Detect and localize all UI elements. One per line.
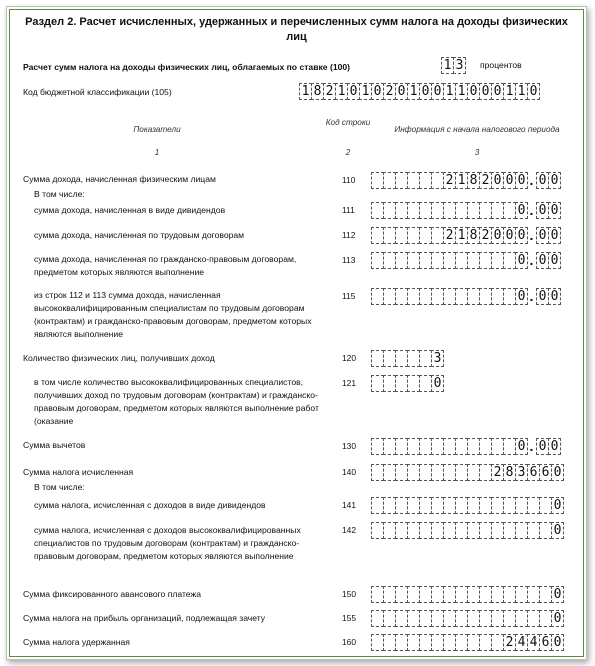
row-value-field [371,464,563,481]
value-digit-cell[interactable]: 0 [515,227,528,244]
value-digit-cell[interactable]: 0 [503,172,516,189]
value-digit-cell[interactable]: 2 [443,172,456,189]
row-label: сумма дохода, начисленная по гражданско-правовым договорам, предметом которых являются выполнение [34,254,297,277]
kbk-digit-cell[interactable]: 1 [455,83,468,100]
rate-digit-cell[interactable]: 1 [441,57,454,74]
row-label: Сумма налога удержанная [23,637,130,647]
value-digit-group [371,586,563,603]
row-code: 155 [342,613,356,623]
decimal-point: . [529,252,534,268]
row-value-field [371,438,560,455]
value-digit-cell[interactable]: 2 [479,227,492,244]
kbk-digit-cell[interactable]: 1 [503,83,516,100]
row-code: 113 [342,255,356,265]
kopeck-digit-group [536,288,560,305]
kopeck-digit-cell[interactable]: 0 [548,252,561,269]
kbk-boxes [299,83,539,100]
kopeck-digit-cell[interactable]: 0 [536,288,549,305]
value-digit-group [371,202,527,219]
row-label: В том числе: [34,482,85,492]
kbk-digit-cell[interactable]: 1 [335,83,348,100]
kbk-label: Код бюджетной классификации (105) [23,87,172,97]
kopeck-digit-cell[interactable]: 0 [536,172,549,189]
kopeck-digit-group [536,252,560,269]
col-num-1: 1 [154,148,160,157]
value-digit-cell[interactable]: 6 [527,464,540,481]
row-label: Количество физических лиц, получивших доход [23,353,215,363]
row-value-field [371,202,560,219]
row-label: Сумма дохода, начисленная физическим лицам [23,174,216,184]
kopeck-digit-cell[interactable]: 0 [548,288,561,305]
value-digit-cell[interactable]: 3 [431,350,444,367]
rate-label: Расчет сумм налога на доходы физических лиц, облагаемых по ставке (100) [23,62,351,72]
value-digit-group [371,288,527,305]
row-value-field [371,252,560,269]
value-digit-cell[interactable]: 0 [515,252,528,269]
value-digit-cell[interactable]: 0 [551,610,564,627]
value-digit-cell[interactable]: 0 [515,202,528,219]
row-label: сумма налога, исчисленная с доходов высококвалифицированных специалистов по трудовым договорам (контрактам) и гражданско-правовым договорам, предметом которых являются выполнение [34,525,301,561]
value-digit-cell[interactable]: 4 [515,634,528,651]
kopeck-digit-group [536,202,560,219]
rate-boxes [441,57,465,74]
row-label: из строк 112 и 113 сумма дохода, начисленная высококвалифицированным специалистам по трудовым договорам (контрактам) и гражданско-правовым договорам, предметом которых являются выполнение [34,290,312,339]
value-digit-group [371,438,527,455]
row-code: 130 [342,441,356,451]
rate-digit-cell[interactable]: 3 [453,57,466,74]
kbk-digit-cell[interactable]: 2 [323,83,336,100]
row-label: Сумма налога исчисленная [23,467,134,477]
row-value-field [371,350,443,367]
value-digit-cell[interactable]: 8 [467,227,480,244]
row-value-field [371,522,563,539]
value-digit-cell[interactable]: 0 [431,375,444,392]
row-label: сумма налога, исчисленная с доходов в виде дивидендов [34,500,266,510]
value-digit-group [371,634,563,651]
section-title-line1: Раздел 2. Расчет исчисленных, удержанных и перечисленных сумм налога на доходы физических [25,16,568,28]
value-digit-cell[interactable]: 1 [455,172,468,189]
kbk-digit-group [299,83,539,100]
decimal-point: . [529,288,534,304]
value-digit-cell[interactable]: 8 [503,464,516,481]
section-title [7,15,586,45]
row-code: 120 [342,353,356,363]
value-digit-cell[interactable]: 0 [551,522,564,539]
rate-digit-group [441,57,465,74]
kbk-digit-cell[interactable]: 1 [299,83,312,100]
kbk-digit-cell[interactable]: 8 [311,83,324,100]
kbk-digit-cell[interactable]: 2 [383,83,396,100]
col-header-info: Информация с начала налогового периода [394,125,560,134]
value-digit-cell[interactable]: 0 [503,227,516,244]
kbk-digit-cell[interactable]: 1 [443,83,456,100]
kopeck-digit-group [536,227,560,244]
value-digit-group [371,497,563,514]
kopeck-digit-cell[interactable]: 0 [548,438,561,455]
kbk-digit-cell[interactable]: 0 [527,83,540,100]
kbk-digit-cell[interactable]: 0 [371,83,384,100]
row-label: В том числе: [34,189,85,199]
row-code: 115 [342,291,356,301]
col-num-3: 3 [474,148,480,157]
row-code: 142 [342,525,356,535]
kbk-digit-cell[interactable]: 0 [431,83,444,100]
value-digit-cell[interactable]: 2 [443,227,456,244]
decimal-point: . [529,172,534,188]
value-digit-cell[interactable]: 4 [527,634,540,651]
value-digit-cell[interactable]: 0 [551,586,564,603]
value-digit-cell[interactable]: 0 [515,438,528,455]
kopeck-digit-cell[interactable]: 0 [536,202,549,219]
row-value-field [371,227,560,244]
kbk-digit-cell[interactable]: 0 [467,83,480,100]
row-value-field [371,172,560,189]
row-code: 141 [342,500,356,510]
section-title-line2: лиц [286,31,307,43]
kbk-digit-cell[interactable]: 0 [419,83,432,100]
row-code: 160 [342,637,356,647]
value-digit-group [371,375,443,392]
value-digit-cell[interactable]: 0 [551,634,564,651]
col-header-code: Код строки [325,118,371,127]
col-num-2: 2 [345,148,351,157]
value-digit-cell[interactable]: 2 [479,172,492,189]
value-digit-group [371,350,443,367]
decimal-point: . [529,227,534,243]
kbk-digit-cell[interactable]: 1 [515,83,528,100]
value-digit-cell[interactable]: 0 [515,172,528,189]
rate-unit: процентов [480,60,522,70]
kbk-digit-cell[interactable]: 0 [395,83,408,100]
value-digit-group [371,227,527,244]
row-value-field [371,586,563,603]
form-section-2 [6,6,587,660]
kopeck-digit-group [536,438,560,455]
value-digit-cell[interactable]: 0 [515,288,528,305]
row-code: 110 [342,175,356,185]
value-digit-cell[interactable]: 6 [539,464,552,481]
value-digit-cell[interactable]: 3 [515,464,528,481]
row-value-field [371,288,560,305]
row-code: 111 [342,205,355,215]
row-value-field [371,497,563,514]
value-digit-cell[interactable]: 6 [539,634,552,651]
value-digit-cell[interactable]: 2 [503,634,516,651]
kbk-digit-cell[interactable]: 1 [407,83,420,100]
value-digit-group [371,522,563,539]
value-digit-cell[interactable]: 0 [491,227,504,244]
row-value-field [371,610,563,627]
row-label: Сумма фиксированного авансового платежа [23,589,202,599]
kbk-digit-cell[interactable]: 0 [479,83,492,100]
value-digit-group [371,172,527,189]
value-digit-cell[interactable]: 0 [551,497,564,514]
kbk-digit-cell[interactable]: 0 [491,83,504,100]
row-label: Сумма налога на прибыль организаций, подлежащая зачету [23,613,266,623]
kopeck-digit-cell[interactable]: 0 [548,172,561,189]
row-label: сумма дохода, начисленная в виде дивидендов [34,205,226,215]
kbk-digit-cell[interactable]: 1 [359,83,372,100]
col-header-indicators: Показатели [133,125,181,134]
decimal-point: . [529,202,534,218]
kopeck-digit-group [536,172,560,189]
kopeck-digit-cell[interactable]: 0 [548,227,561,244]
kopeck-digit-cell[interactable]: 0 [536,252,549,269]
kbk-digit-cell[interactable]: 0 [347,83,360,100]
decimal-point: . [529,438,534,454]
kopeck-digit-cell[interactable]: 0 [536,227,549,244]
row-label: сумма дохода, начисленная по трудовым договорам [34,230,245,240]
row-code: 112 [342,230,356,240]
value-digit-cell[interactable]: 8 [467,172,480,189]
row-label: Сумма вычетов [23,440,86,450]
row-value-field [371,634,563,651]
row-label: в том числе количество высококвалифицированных специалистов, получивших доход по трудовым договорам (контрактам) и гражданско-правовым договорам, предметом которых являются выполнение работ (оказание [34,377,319,426]
value-digit-group [371,464,563,481]
row-value-field [371,375,443,392]
value-digit-cell[interactable]: 1 [455,227,468,244]
row-code: 140 [342,467,356,477]
row-code: 121 [342,378,356,388]
value-digit-cell[interactable]: 2 [491,464,504,481]
value-digit-cell[interactable]: 0 [551,464,564,481]
kopeck-digit-cell[interactable]: 0 [548,202,561,219]
value-digit-group [371,610,563,627]
value-digit-cell[interactable]: 0 [491,172,504,189]
row-code: 150 [342,589,356,599]
kopeck-digit-cell[interactable]: 0 [536,438,549,455]
value-digit-group [371,252,527,269]
